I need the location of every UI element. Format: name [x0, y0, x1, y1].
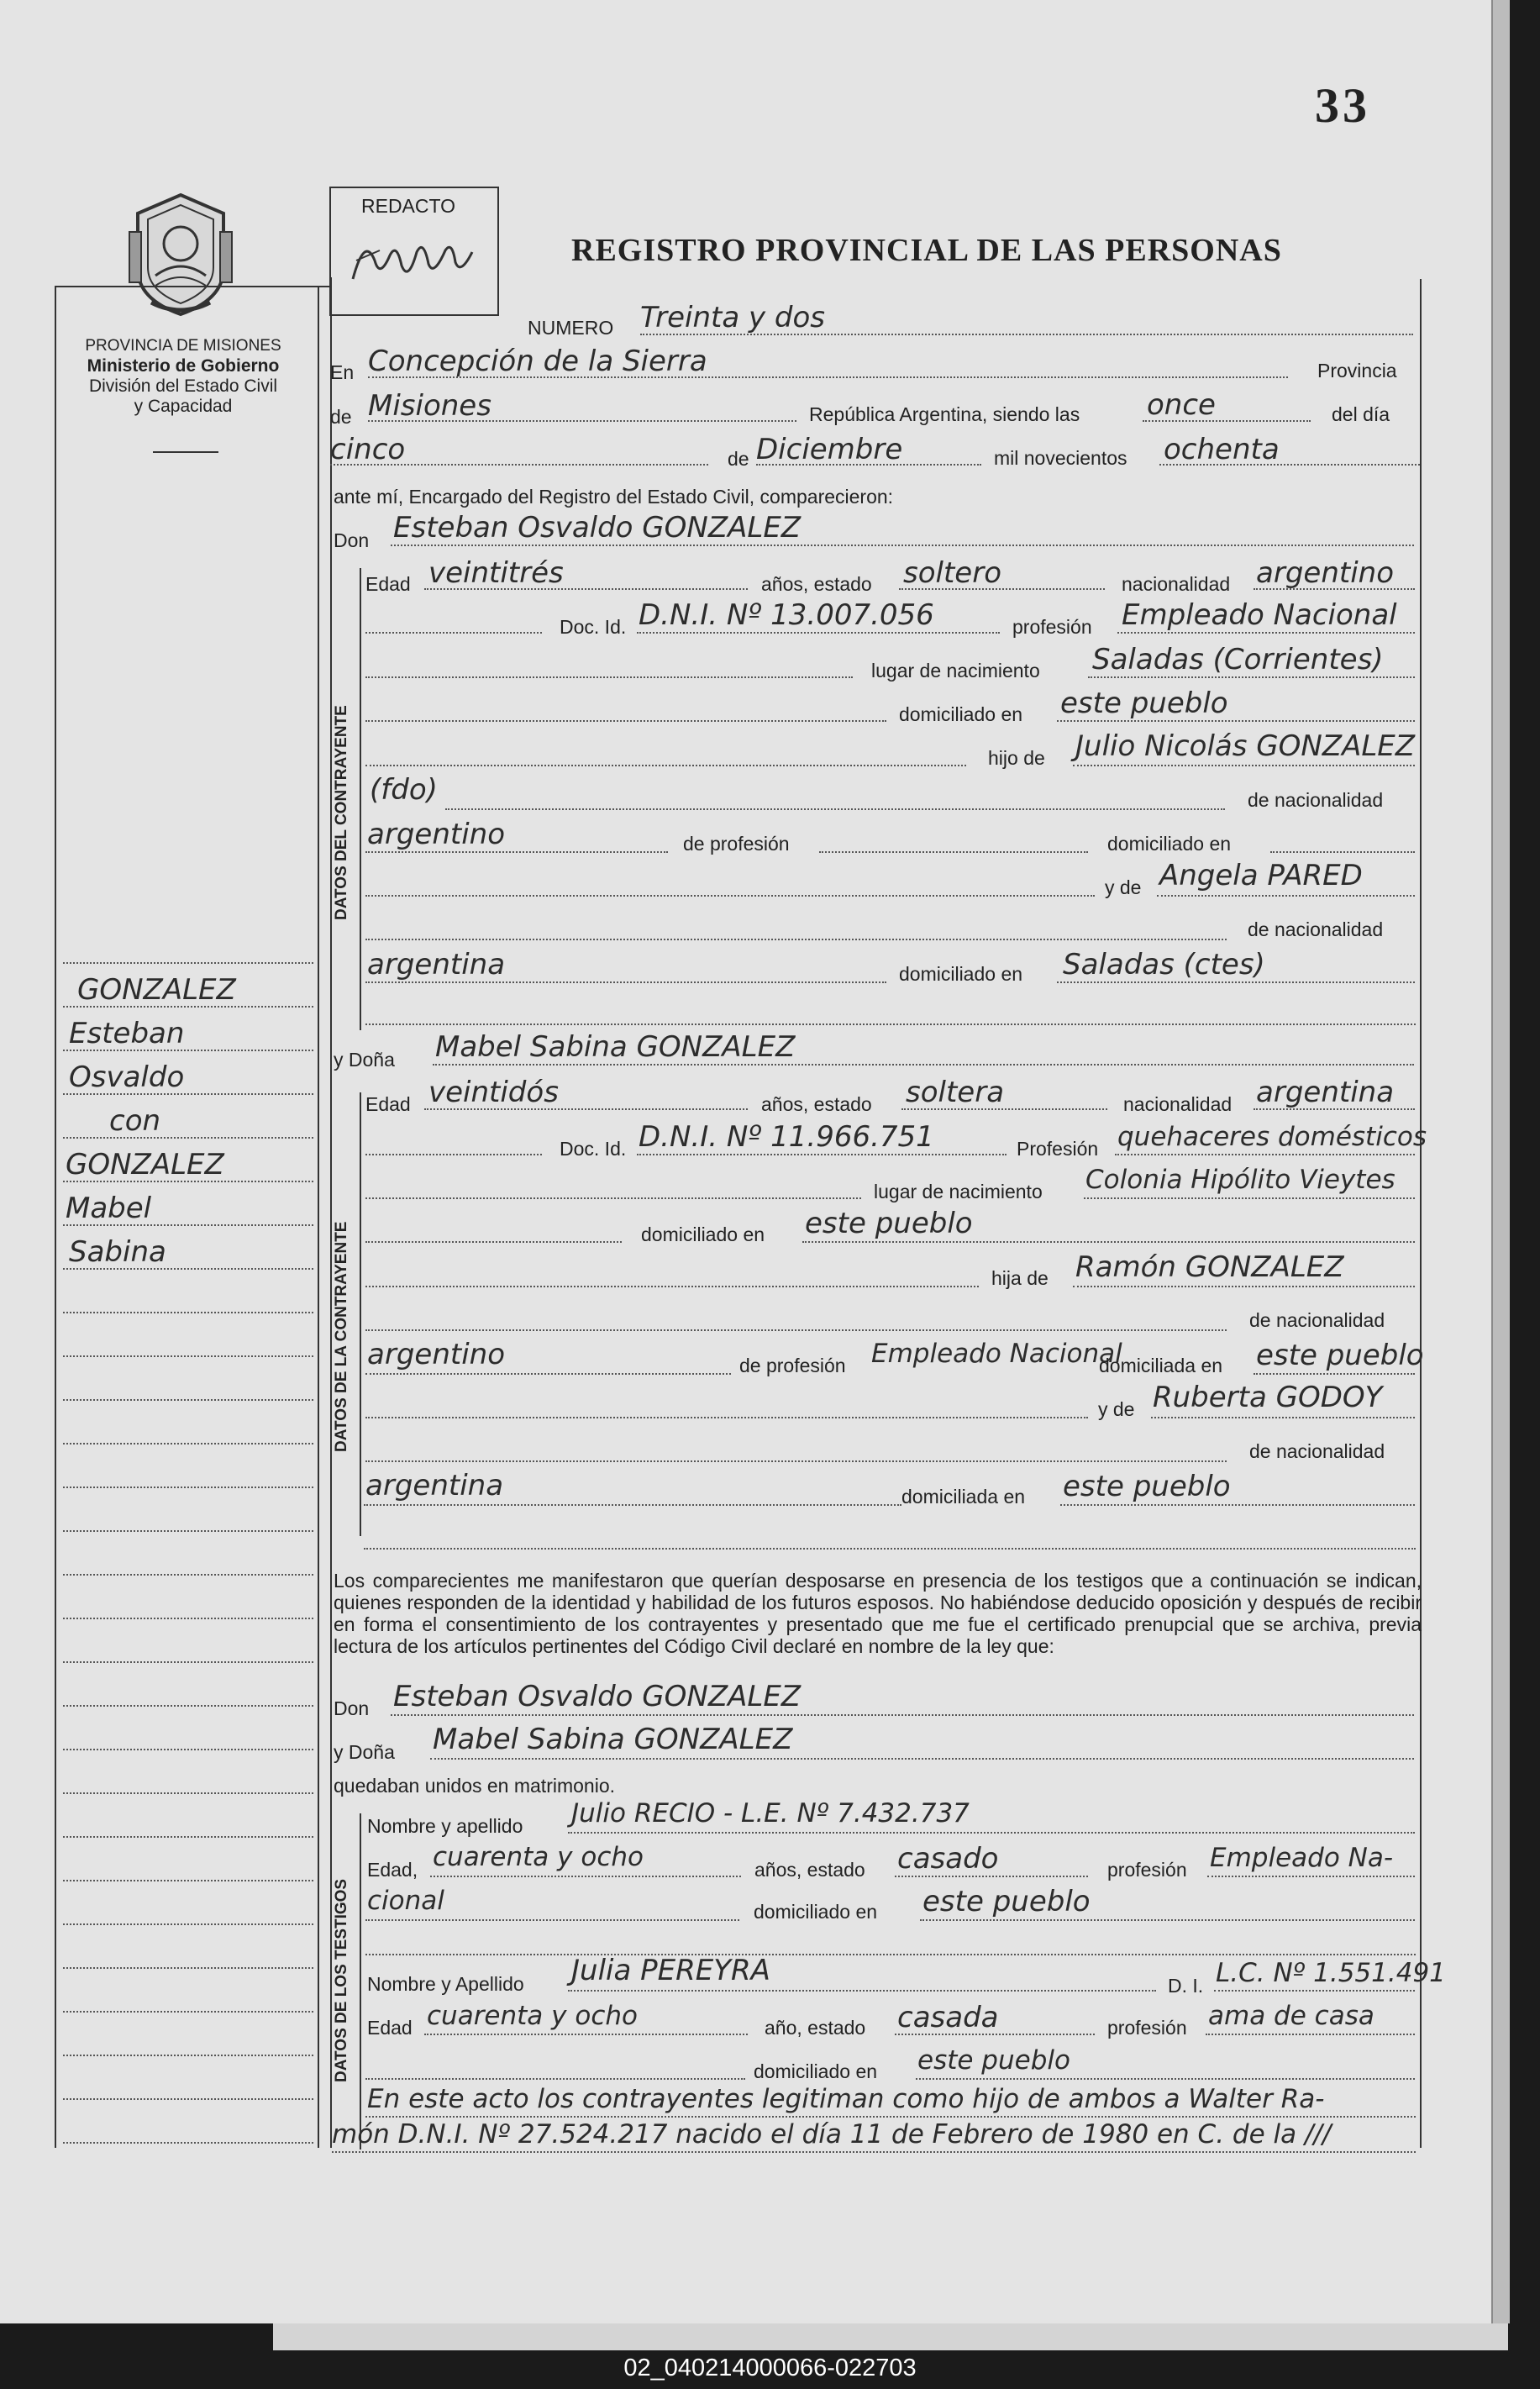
fill-line: [819, 851, 1088, 853]
margin-name-line: Sabina: [69, 1235, 166, 1269]
fill-line: [895, 2034, 1095, 2035]
testigos-section-label: DATOS DE LOS TESTIGOS: [333, 1878, 350, 2082]
margin-rule: [63, 1399, 313, 1401]
margin-name-line: GONZALEZ: [77, 973, 236, 1007]
doc-value: D.N.I. Nº 11.966.751: [639, 1120, 934, 1154]
decl-don-label: Don: [334, 1697, 370, 1719]
margin-rule: [63, 2011, 313, 2013]
fill-line: [365, 1241, 622, 1243]
page-number: 33: [1315, 78, 1370, 133]
de-label: de: [330, 406, 352, 428]
margin-rule: [63, 1574, 313, 1576]
doc-label: Doc. Id.: [560, 1138, 627, 1160]
main-left-border: [330, 277, 332, 2148]
domiciliado-label: domiciliado en: [641, 1223, 765, 1245]
fill-line: [365, 2078, 745, 2080]
domiciliado3-label: domiciliado en: [899, 963, 1023, 985]
fill-line: [365, 1329, 1227, 1331]
fill-line: [1073, 1286, 1415, 1287]
ministry-line3: División del Estado Civil: [88, 376, 278, 396]
numero-value: Treinta y dos: [640, 301, 826, 334]
fill-line: [1254, 1373, 1415, 1375]
fill-line: [1088, 676, 1415, 678]
domiciliada2-label: domiciliada en: [901, 1486, 1026, 1508]
fill-line: [637, 632, 1000, 634]
fill-line: [1159, 464, 1420, 466]
padre-value: Julio Nicolás GONZALEZ: [1075, 729, 1416, 763]
numero-label: NUMERO: [528, 317, 614, 339]
profesion-label: Profesión: [1017, 1138, 1099, 1160]
domiciliado2-label: domiciliado en: [1107, 833, 1232, 855]
file-name-caption: 02_040214000066-022703: [623, 2355, 917, 2381]
fill-line: [1115, 1154, 1415, 1155]
fill-line: [365, 939, 1227, 940]
fill-line: [365, 981, 886, 983]
margin-rule: [63, 1443, 313, 1444]
contrayenta-section-label: DATOS DE LA CONTRAYENTE: [333, 1221, 350, 1452]
fill-line: [365, 2116, 1416, 2118]
t2-edad-label: Edad: [367, 2017, 413, 2039]
nacionalidad-value: argentina: [1256, 1076, 1395, 1109]
margin-rule: [63, 1355, 313, 1357]
y-de-label: y de: [1105, 876, 1142, 898]
fill-line: [391, 545, 1414, 546]
fill-line: [920, 1919, 1415, 1921]
profesion-value: quehaceres domésticos: [1117, 1122, 1427, 1152]
edad-value: veintidós: [428, 1076, 559, 1109]
margin-rule: [63, 2055, 313, 2056]
testigos-bracket: [360, 1813, 361, 2150]
t2-nombre-label: Nombre y Apellido: [367, 1973, 524, 1995]
fill-line: [1157, 895, 1415, 897]
margin-rule: [63, 1487, 313, 1488]
anio-label: mil novecientos: [994, 447, 1127, 469]
fill-line: [365, 1919, 739, 1921]
hija-label: hija de: [991, 1267, 1049, 1289]
fill-line: [1151, 1417, 1415, 1418]
don-label: Don: [334, 529, 370, 551]
dia-value: cinco: [330, 433, 406, 466]
main-right-border: [1420, 279, 1422, 2148]
stamp-label: REDACTO: [361, 195, 456, 217]
y-dona-label: y Doña: [334, 1049, 395, 1071]
padre-value: Ramón GONZALEZ: [1075, 1250, 1344, 1284]
margin-rule: [63, 1749, 313, 1750]
fill-line: [332, 2151, 1416, 2153]
margin-rule: [63, 1967, 313, 1969]
ministry-line1: PROVINCIA DE MISIONES: [85, 337, 281, 355]
margin-right-line: [318, 286, 319, 2148]
unidos-text: quedaban unidos en matrimonio.: [334, 1775, 616, 1797]
t2-edad-value: cuarenta y ocho: [427, 2001, 638, 2031]
margin-rule: [63, 1705, 313, 1707]
fill-line: [364, 1548, 1416, 1550]
margin-name-line: con: [109, 1104, 161, 1138]
edad-label: Edad: [365, 1093, 411, 1115]
fill-line: [424, 1108, 748, 1110]
fill-line: [1057, 981, 1415, 983]
hijo-label: hijo de: [988, 747, 1045, 769]
t1-edad-label: Edad,: [367, 1859, 418, 1881]
de-value: Misiones: [368, 389, 491, 423]
t2-prof-value: ama de casa: [1208, 2001, 1374, 2031]
fill-line: [1117, 632, 1415, 634]
margin-top-line: [55, 286, 330, 287]
t2-anio-label: año, estado: [765, 2017, 866, 2039]
fill-line: [1270, 851, 1415, 853]
declaration-text: Los comparecientes me manifestaron que querían desposarse en presencia de los testigos que a continuación se indican, quienes responden de la identidad y habilidad de los futuros esposos. No habiéndose deducido oposición y después de recibir en forma el consentimiento de los contrayentes y presentado que me fue el certificado prenupcial que se archiva, previa lectura de los artículos pertinentes del Código Civil declaré en nombre de la ley que:: [334, 1570, 1422, 1657]
fill-line: [364, 1504, 901, 1506]
margin-name-line: Esteban: [69, 1017, 185, 1050]
en-value: Concepción de la Sierra: [368, 345, 707, 378]
margin-rule: [63, 1137, 313, 1139]
fill-line: [365, 720, 886, 722]
fill-line: [895, 1876, 1088, 1877]
fill-line: [365, 1460, 1227, 1462]
page-edge: [273, 2323, 1508, 2350]
margin-name-line: Mabel: [66, 1192, 152, 1225]
madre-value: Ruberta GODOY: [1153, 1381, 1383, 1414]
margin-name-line: Osvaldo: [69, 1060, 185, 1094]
margin-rule: [63, 1792, 313, 1794]
t2-estado-value: casada: [897, 2001, 999, 2034]
hora-value: once: [1147, 388, 1216, 422]
t1-prof-cont: cional: [367, 1886, 444, 1916]
fill-line: [368, 376, 1288, 378]
fill-line: [1143, 420, 1311, 422]
doc-value: D.N.I. Nº 13.007.056: [639, 598, 934, 632]
anio-value: ochenta: [1164, 433, 1280, 466]
margin-rule: [63, 1530, 313, 1532]
t1-nombre-label: Nombre y apellido: [367, 1815, 523, 1837]
estado-value: soltera: [906, 1076, 1005, 1109]
redacto-stamp: [329, 187, 499, 316]
fill-line: [365, 676, 853, 678]
t1-prof-label: profesión: [1107, 1859, 1187, 1881]
ministry-line4: y Capacidad: [134, 397, 233, 416]
lugar-label: lugar de nacimiento: [874, 1181, 1043, 1202]
stamp-signature: [346, 227, 485, 294]
t1-nombre-value: Julio RECIO - L.E. Nº 7.432.737: [571, 1798, 970, 1829]
fill-line: [424, 2034, 748, 2035]
fill-line: [756, 464, 981, 466]
note-line1: En este acto los contrayentes legitiman como hijo de ambos a Walter Ra-: [367, 2084, 1325, 2114]
domiciliado-label: domiciliado en: [899, 703, 1023, 725]
t1-prof-value: Empleado Na-: [1210, 1843, 1394, 1873]
profesion-label: profesión: [1012, 616, 1092, 638]
ministry-divider: [153, 451, 218, 453]
provincia-label: Provincia: [1317, 360, 1397, 382]
fill-line: [365, 1023, 1416, 1025]
t2-di-value: L.C. Nº 1.551.491: [1216, 1958, 1446, 1988]
fill-line: [365, 1954, 1416, 1955]
en-label: En: [330, 361, 355, 383]
contrayente-section-label: DATOS DEL CONTRAYENTE: [333, 705, 350, 920]
edad-value: veintitrés: [428, 556, 564, 590]
t2-domic-value: este pueblo: [917, 2045, 1070, 2076]
fill-line: [365, 1154, 542, 1155]
fill-line: [365, 1197, 861, 1199]
de-nacionalidad-label: de nacionalidad: [1248, 789, 1384, 811]
margin-rule: [63, 2098, 313, 2100]
domiciliada-label: domiciliada en: [1099, 1355, 1223, 1376]
nacionalidad-label: nacionalidad: [1122, 573, 1231, 595]
de-profesion-label: de profesión: [683, 833, 790, 855]
fill-line: [368, 420, 796, 422]
misiones-seal-icon: [126, 192, 235, 318]
domiciliado-value: este pueblo: [1060, 687, 1228, 720]
margin-rule: [63, 1618, 313, 1619]
note-line2: món D.N.I. Nº 27.524.217 nacido el día 11 de Febrero de 1980 en C. de la ///: [332, 2119, 1332, 2150]
anios-estado-label: años, estado: [761, 1093, 872, 1115]
fill-line: [568, 1990, 1156, 1992]
dona-value: Mabel Sabina GONZALEZ: [435, 1030, 796, 1064]
contrayente-bracket: [360, 568, 361, 1030]
don-value: Esteban Osvaldo GONZALEZ: [393, 511, 802, 545]
padre-nacionalidad: argentino: [367, 818, 505, 851]
lugar-label: lugar de nacimiento: [871, 660, 1040, 681]
edad-label: Edad: [365, 573, 411, 595]
de-nacionalidad2-label: de nacionalidad: [1248, 918, 1384, 940]
mes-label: de: [728, 448, 749, 470]
margin-rule: [63, 1923, 313, 1925]
t1-edad-value: cuarenta y ocho: [433, 1842, 644, 1872]
margin-rule: [63, 1661, 313, 1663]
book-spine: [1491, 0, 1510, 2323]
fill-line: [899, 588, 1105, 590]
anios-estado-label: años, estado: [761, 573, 872, 595]
fill-line: [365, 1373, 731, 1375]
fill-line: [901, 1108, 1107, 1110]
t1-anios-label: años, estado: [754, 1859, 865, 1881]
fill-line: [330, 464, 708, 466]
t2-prof-label: profesión: [1107, 2017, 1187, 2039]
fill-line: [1057, 720, 1415, 722]
mes-value: Diciembre: [756, 433, 903, 466]
fill-line: [568, 1832, 1415, 1834]
madre-value: Angela PARED: [1159, 859, 1363, 892]
fill-line: [1207, 1876, 1415, 1877]
padre-nacionalidad: argentino: [367, 1338, 505, 1371]
t1-domic-label: domiciliado en: [754, 1901, 878, 1923]
fill-line: [640, 334, 1413, 335]
del-dia-label: del día: [1332, 403, 1390, 425]
de-nacionalidad2-label: de nacionalidad: [1249, 1440, 1385, 1462]
fill-line: [365, 1417, 1088, 1418]
fill-line: [365, 1286, 979, 1287]
dona-label: Doña: [348, 1049, 395, 1071]
fill-line: [1254, 588, 1415, 590]
y-de-label: y de: [1098, 1398, 1135, 1420]
margin-rule: [63, 2142, 313, 2144]
fill-line: [1206, 2034, 1415, 2035]
fill-line: [916, 2078, 1415, 2080]
decl-dona-label: y Doña: [334, 1741, 395, 1763]
fill-line: [1254, 1108, 1415, 1110]
padre-profesion: Empleado Nacional: [871, 1339, 1122, 1369]
decl-don-value: Esteban Osvaldo GONZALEZ: [393, 1680, 802, 1713]
fill-line: [1060, 1504, 1415, 1506]
fill-line: [365, 765, 966, 766]
madre-nacionalidad: argentina: [367, 948, 506, 981]
de-profesion-label: de profesión: [739, 1355, 846, 1376]
fill-line: [430, 1758, 1414, 1760]
madre-domicilio: Saladas (ctes): [1063, 948, 1265, 981]
fill-line: [1073, 765, 1415, 766]
contrayenta-bracket: [360, 1092, 361, 1536]
fill-line: [424, 588, 748, 590]
margin-rule: [63, 962, 313, 964]
fill-line: [1084, 1197, 1415, 1199]
nacionalidad-value: argentino: [1256, 556, 1394, 590]
fill-line: [365, 895, 1095, 897]
decl-dona-value: Mabel Sabina GONZALEZ: [433, 1723, 793, 1756]
madre-nacionalidad: argentina: [365, 1469, 504, 1502]
de-nacionalidad-label: de nacionalidad: [1249, 1309, 1385, 1331]
margin-name-line: GONZALEZ: [66, 1148, 224, 1181]
t1-domic-value: este pueblo: [922, 1885, 1091, 1918]
domiciliado-value: este pueblo: [805, 1207, 973, 1240]
padre-domicilio: este pueblo: [1256, 1339, 1424, 1372]
lugar-value: Colonia Hipólito Vieytes: [1085, 1165, 1395, 1195]
nacionalidad-label: nacionalidad: [1123, 1093, 1233, 1115]
t1-estado-value: casado: [897, 1842, 999, 1876]
fill-line: [637, 1154, 1007, 1155]
t2-di-label: D. I.: [1168, 1975, 1204, 1997]
doc-label: Doc. Id.: [560, 616, 627, 638]
fill-line: [802, 1241, 1415, 1243]
ministry-line2: Ministerio de Gobierno: [87, 356, 280, 376]
fill-line: [365, 632, 542, 634]
padre-note: (fdo): [370, 773, 438, 807]
republica-label: República Argentina, siendo las: [809, 403, 1080, 425]
fill-line: [1214, 1990, 1415, 1992]
page-title: REGISTRO PROVINCIAL DE LAS PERSONAS: [571, 233, 1282, 268]
lugar-value: Saladas (Corrientes): [1092, 643, 1384, 676]
margin-left-line: [55, 286, 56, 2148]
estado-value: soltero: [903, 556, 1001, 590]
madre-domicilio: este pueblo: [1063, 1470, 1231, 1503]
fill-line: [430, 1876, 741, 1877]
ministry-block: [52, 336, 314, 417]
fill-line: [391, 1714, 1414, 1716]
ante-label: ante mí, Encargado del Registro del Estado Civil, comparecieron:: [334, 486, 894, 508]
t2-nombre-value: Julia PEREYRA: [571, 1954, 770, 1987]
t2-domic-label: domiciliado en: [754, 2060, 878, 2082]
fill-line: [433, 1064, 1414, 1066]
margin-rule: [63, 1880, 313, 1881]
margin-rule: [63, 1836, 313, 1838]
fill-line: [445, 808, 1225, 810]
margin-rule: [63, 1312, 313, 1313]
fill-line: [365, 851, 668, 853]
profesion-value: Empleado Nacional: [1122, 598, 1397, 632]
